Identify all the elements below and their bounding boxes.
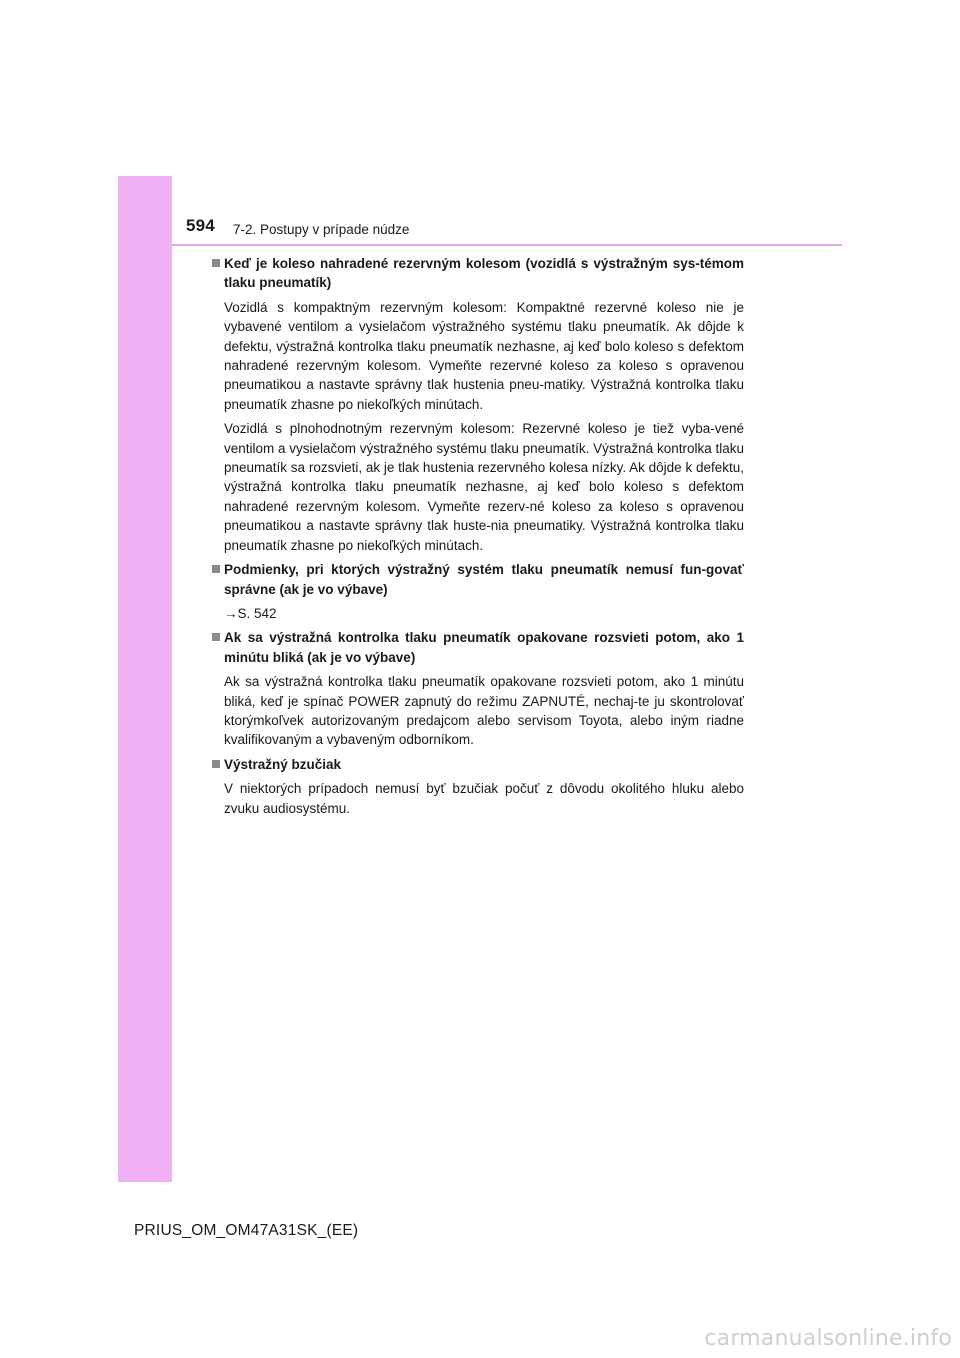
paragraph: Vozidlá s plnohodnotným rezervným kolesom: Rezervné koleso je tiež vyba-vené ventilom a vysielačom výstražného systému tlaku pneumatík. Výstražná kontrolka tlaku pneumatík sa rozsvieti, ak je tlak hustenia rezervného kolesa nízky. Ak dôjde k defektu, výstražná kontrolka tlaku pneumatík nezhasne, aj keď bolo koleso s defektom nahradené rezervným kolesom. Vymeňte rezerv-né koleso za koleso s opravenou pneumatikou a nastavte správny tlak huste-nia pneumatiky. Výstražná kontrolka tlaku pneumatík zhasne po niekoľkých minútach.	[224, 421, 744, 553]
page-number: 594	[186, 216, 215, 235]
section-spare-wheel	[212, 254, 744, 555]
square-bullet-icon	[212, 760, 220, 768]
section-heading	[212, 560, 744, 599]
chapter-sidebar-tab	[118, 176, 172, 1182]
section-heading	[212, 755, 744, 774]
header-divider	[172, 244, 842, 246]
page-content	[212, 254, 744, 823]
section-heading	[212, 628, 744, 667]
square-bullet-icon	[212, 565, 220, 573]
section-conditions	[212, 560, 744, 623]
section-heading-text: Ak sa výstražná kontrolka tlaku pneumatík opakovane rozsvieti potom, ako 1 minútu bliká (ak je vo výbave)	[224, 630, 744, 665]
square-bullet-icon	[212, 633, 220, 641]
section-heading-text: Výstražný bzučiak	[224, 756, 342, 772]
section-heading	[212, 254, 744, 293]
paragraph: Ak sa výstražná kontrolka tlaku pneumatík opakovane rozsvieti potom, ako 1 minútu bliká, keď je spínač POWER zapnutý do režimu ZAPNUTÉ, nechaj-te ju skontrolovať ktorýmkoľvek autorizovaným predajcom alebo servisom Toyota, alebo iným riadne kvalifikovaným a vybaveným odborníkom.	[224, 674, 744, 748]
page-reference: →S. 542	[224, 605, 277, 621]
section-warning-light-repeat	[212, 628, 744, 749]
paragraph: V niektorých prípadoch nemusí byť bzučiak počuť z dôvodu okolitého hluku alebo zvuku audiosystému.	[224, 781, 744, 816]
chapter-title: 7-2. Postupy v prípade núdze	[233, 222, 410, 237]
section-warning-buzzer	[212, 755, 744, 818]
paragraph: Vozidlá s kompaktným rezervným kolesom: Kompaktné rezervné koleso nie je vybavené ventilom a vysielačom výstražného systému tlaku pneumatík. Ak dôjde k defektu, výstražná kontrolka tlaku pneumatík nezhasne, aj keď bolo koleso s defektom nahradené rezervným kolesom. Vymeňte rezervné koleso za koleso s opravenou pneumatikou a nastavte správny tlak hustenia pneu-matiky. Výstražná kontrolka tlaku pneumatík zhasne po niekoľkých minútach.	[224, 299, 744, 412]
document-code: PRIUS_OM_OM47A31SK_(EE)	[134, 1222, 359, 1239]
section-heading-text: Podmienky, pri ktorých výstražný systém tlaku pneumatík nemusí fun-govať správne (ak je vo výbave)	[224, 562, 744, 597]
section-heading-text: Keď je koleso nahradené rezervným kolesom (vozidlá s výstražným sys-témom tlaku pneumatík)	[224, 256, 744, 291]
square-bullet-icon	[212, 259, 220, 267]
watermark: carmanualsonline.info	[704, 1326, 952, 1351]
